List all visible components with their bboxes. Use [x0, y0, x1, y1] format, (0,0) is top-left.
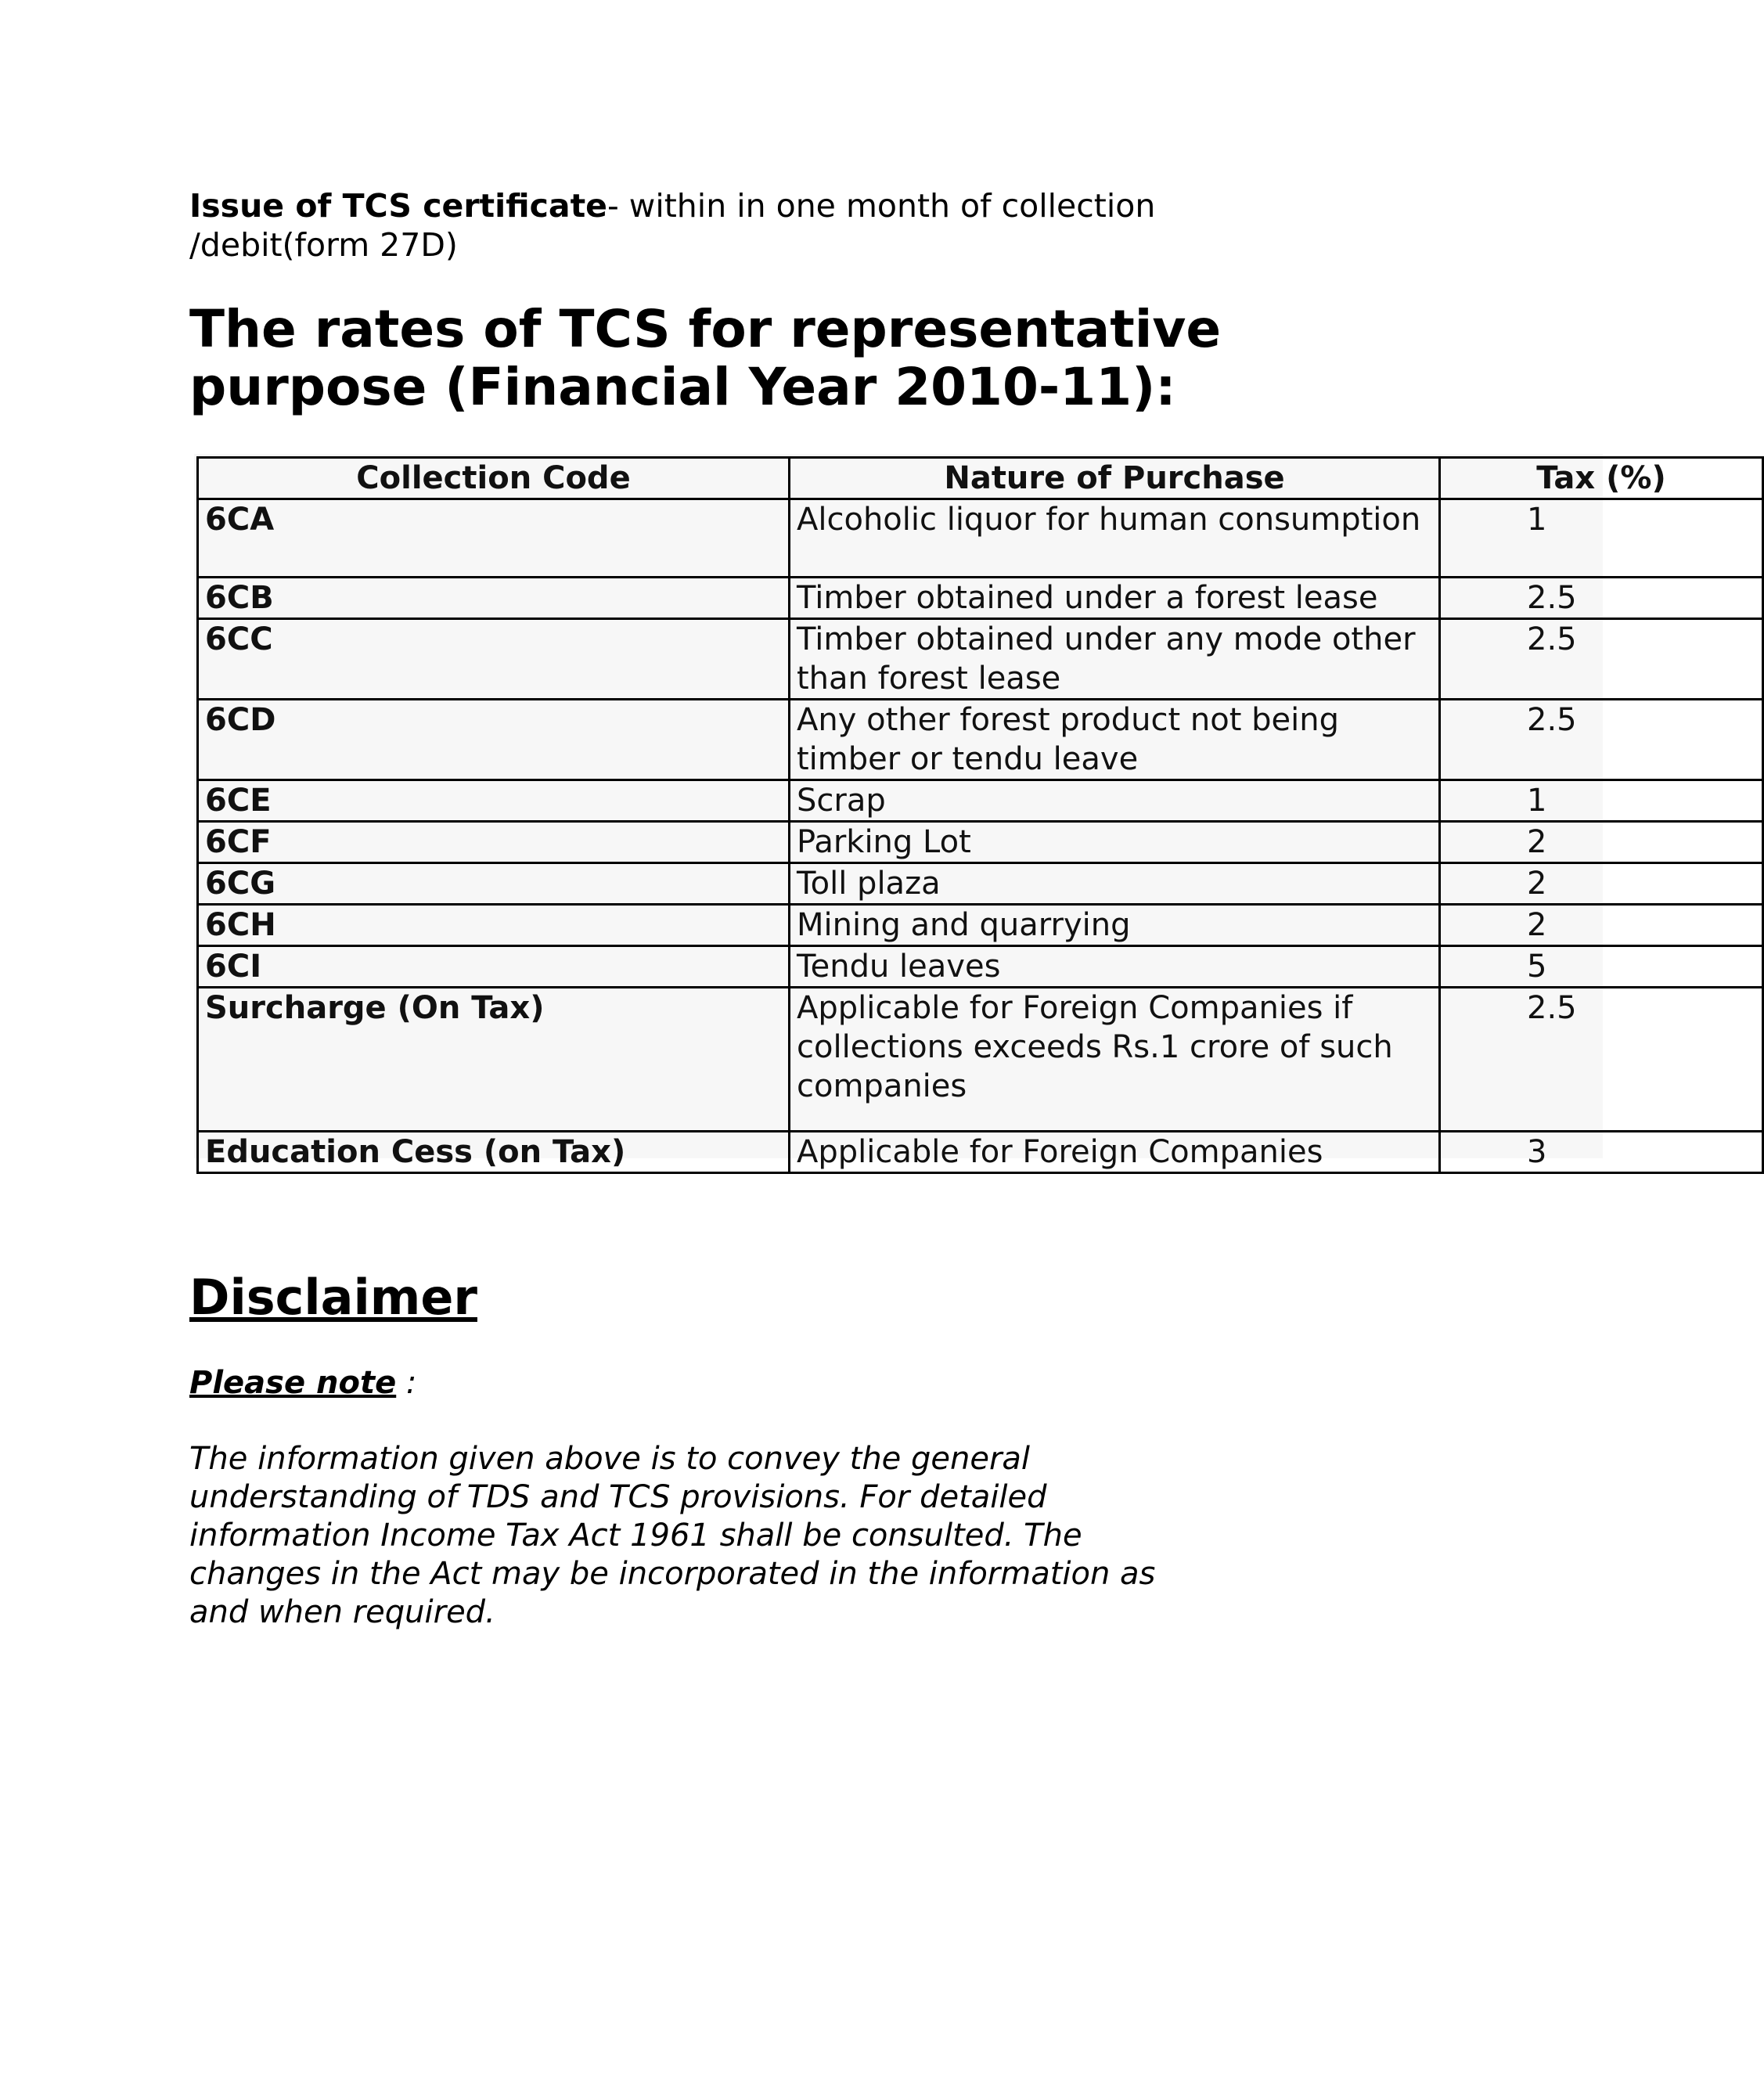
collection-code-cell: 6CF	[198, 822, 790, 863]
collection-code-cell: Surcharge (On Tax)	[198, 988, 790, 1132]
table-row	[198, 780, 1763, 822]
collection-code-cell: 6CE	[198, 780, 790, 822]
tax-cell: 5	[1440, 946, 1763, 988]
nature-cell: Timber obtained under a forest lease	[790, 578, 1440, 619]
collection-code-cell: 6CB	[198, 578, 790, 619]
nature-cell: Toll plaza	[790, 863, 1440, 905]
collection-code-cell: 6CI	[198, 946, 790, 988]
issue-certificate-text: - within in one month of collection /debit(form 27D)	[189, 187, 1156, 264]
collection-code-cell: Education Cess (on Tax)	[198, 1132, 790, 1173]
column-header-collection-code: Collection Code	[198, 458, 790, 499]
table-row	[198, 619, 1763, 700]
disclaimer-text: The information given above is to convey the general understanding of TDS and TCS provisions. For detailed information Income Tax Act 1961 shall be consulted. The changes in the Act may be incorporated in the information as and when required.	[189, 1441, 1156, 1630]
collection-code-cell: 6CD	[198, 700, 790, 780]
tax-cell: 2.5	[1440, 619, 1763, 700]
nature-cell: Applicable for Foreign Companies	[790, 1132, 1440, 1173]
table-header-row	[198, 458, 1763, 499]
nature-cell: Scrap	[790, 780, 1440, 822]
nature-cell: Tendu leaves	[790, 946, 1440, 988]
table-row	[198, 499, 1763, 578]
page-title: The rates of TCS for representative purpose (Financial Year 2010-11):	[189, 299, 1222, 417]
column-header-nature-of-purchase: Nature of Purchase	[790, 458, 1440, 499]
collection-code-cell: 6CC	[198, 619, 790, 700]
collection-code-cell: 6CA	[198, 499, 790, 578]
tcs-rates-table	[196, 456, 1764, 1174]
table-row	[198, 578, 1763, 619]
please-note-suffix: :	[396, 1365, 417, 1401]
tax-cell: 1	[1440, 780, 1763, 822]
nature-cell: Alcoholic liquor for human consumption	[790, 499, 1440, 578]
please-note-label: Please note	[189, 1365, 397, 1401]
tcs-rates-table-image	[194, 454, 1666, 1170]
nature-cell: Mining and quarrying	[790, 905, 1440, 946]
table-row	[198, 946, 1763, 988]
tax-cell: 2.5	[1440, 578, 1763, 619]
tax-cell: 3	[1440, 1132, 1763, 1173]
column-header-tax: Tax (%)	[1440, 458, 1763, 499]
issue-certificate-label: Issue of TCS certificate	[189, 187, 607, 225]
tax-cell: 2.5	[1440, 988, 1763, 1132]
tax-cell: 2	[1440, 822, 1763, 863]
collection-code-cell: 6CH	[198, 905, 790, 946]
tax-cell: 2.5	[1440, 700, 1763, 780]
table-row	[198, 988, 1763, 1132]
nature-cell: Timber obtained under any mode other than forest lease	[790, 619, 1440, 700]
nature-cell: Applicable for Foreign Companies if collections exceeds Rs.1 crore of such companies	[790, 988, 1440, 1132]
table-row	[198, 863, 1763, 905]
table-row	[198, 1132, 1763, 1173]
tax-cell: 2	[1440, 905, 1763, 946]
tax-cell: 2	[1440, 863, 1763, 905]
tax-cell: 1	[1440, 499, 1763, 578]
table-row	[198, 822, 1763, 863]
table-row	[198, 905, 1763, 946]
table-row	[198, 700, 1763, 780]
please-note-line	[189, 1363, 416, 1402]
disclaimer-heading: Disclaimer	[189, 1269, 477, 1326]
issue-certificate-paragraph	[189, 186, 1222, 265]
collection-code-cell: 6CG	[198, 863, 790, 905]
nature-cell: Any other forest product not being timber or tendu leave	[790, 700, 1440, 780]
nature-cell: Parking Lot	[790, 822, 1440, 863]
